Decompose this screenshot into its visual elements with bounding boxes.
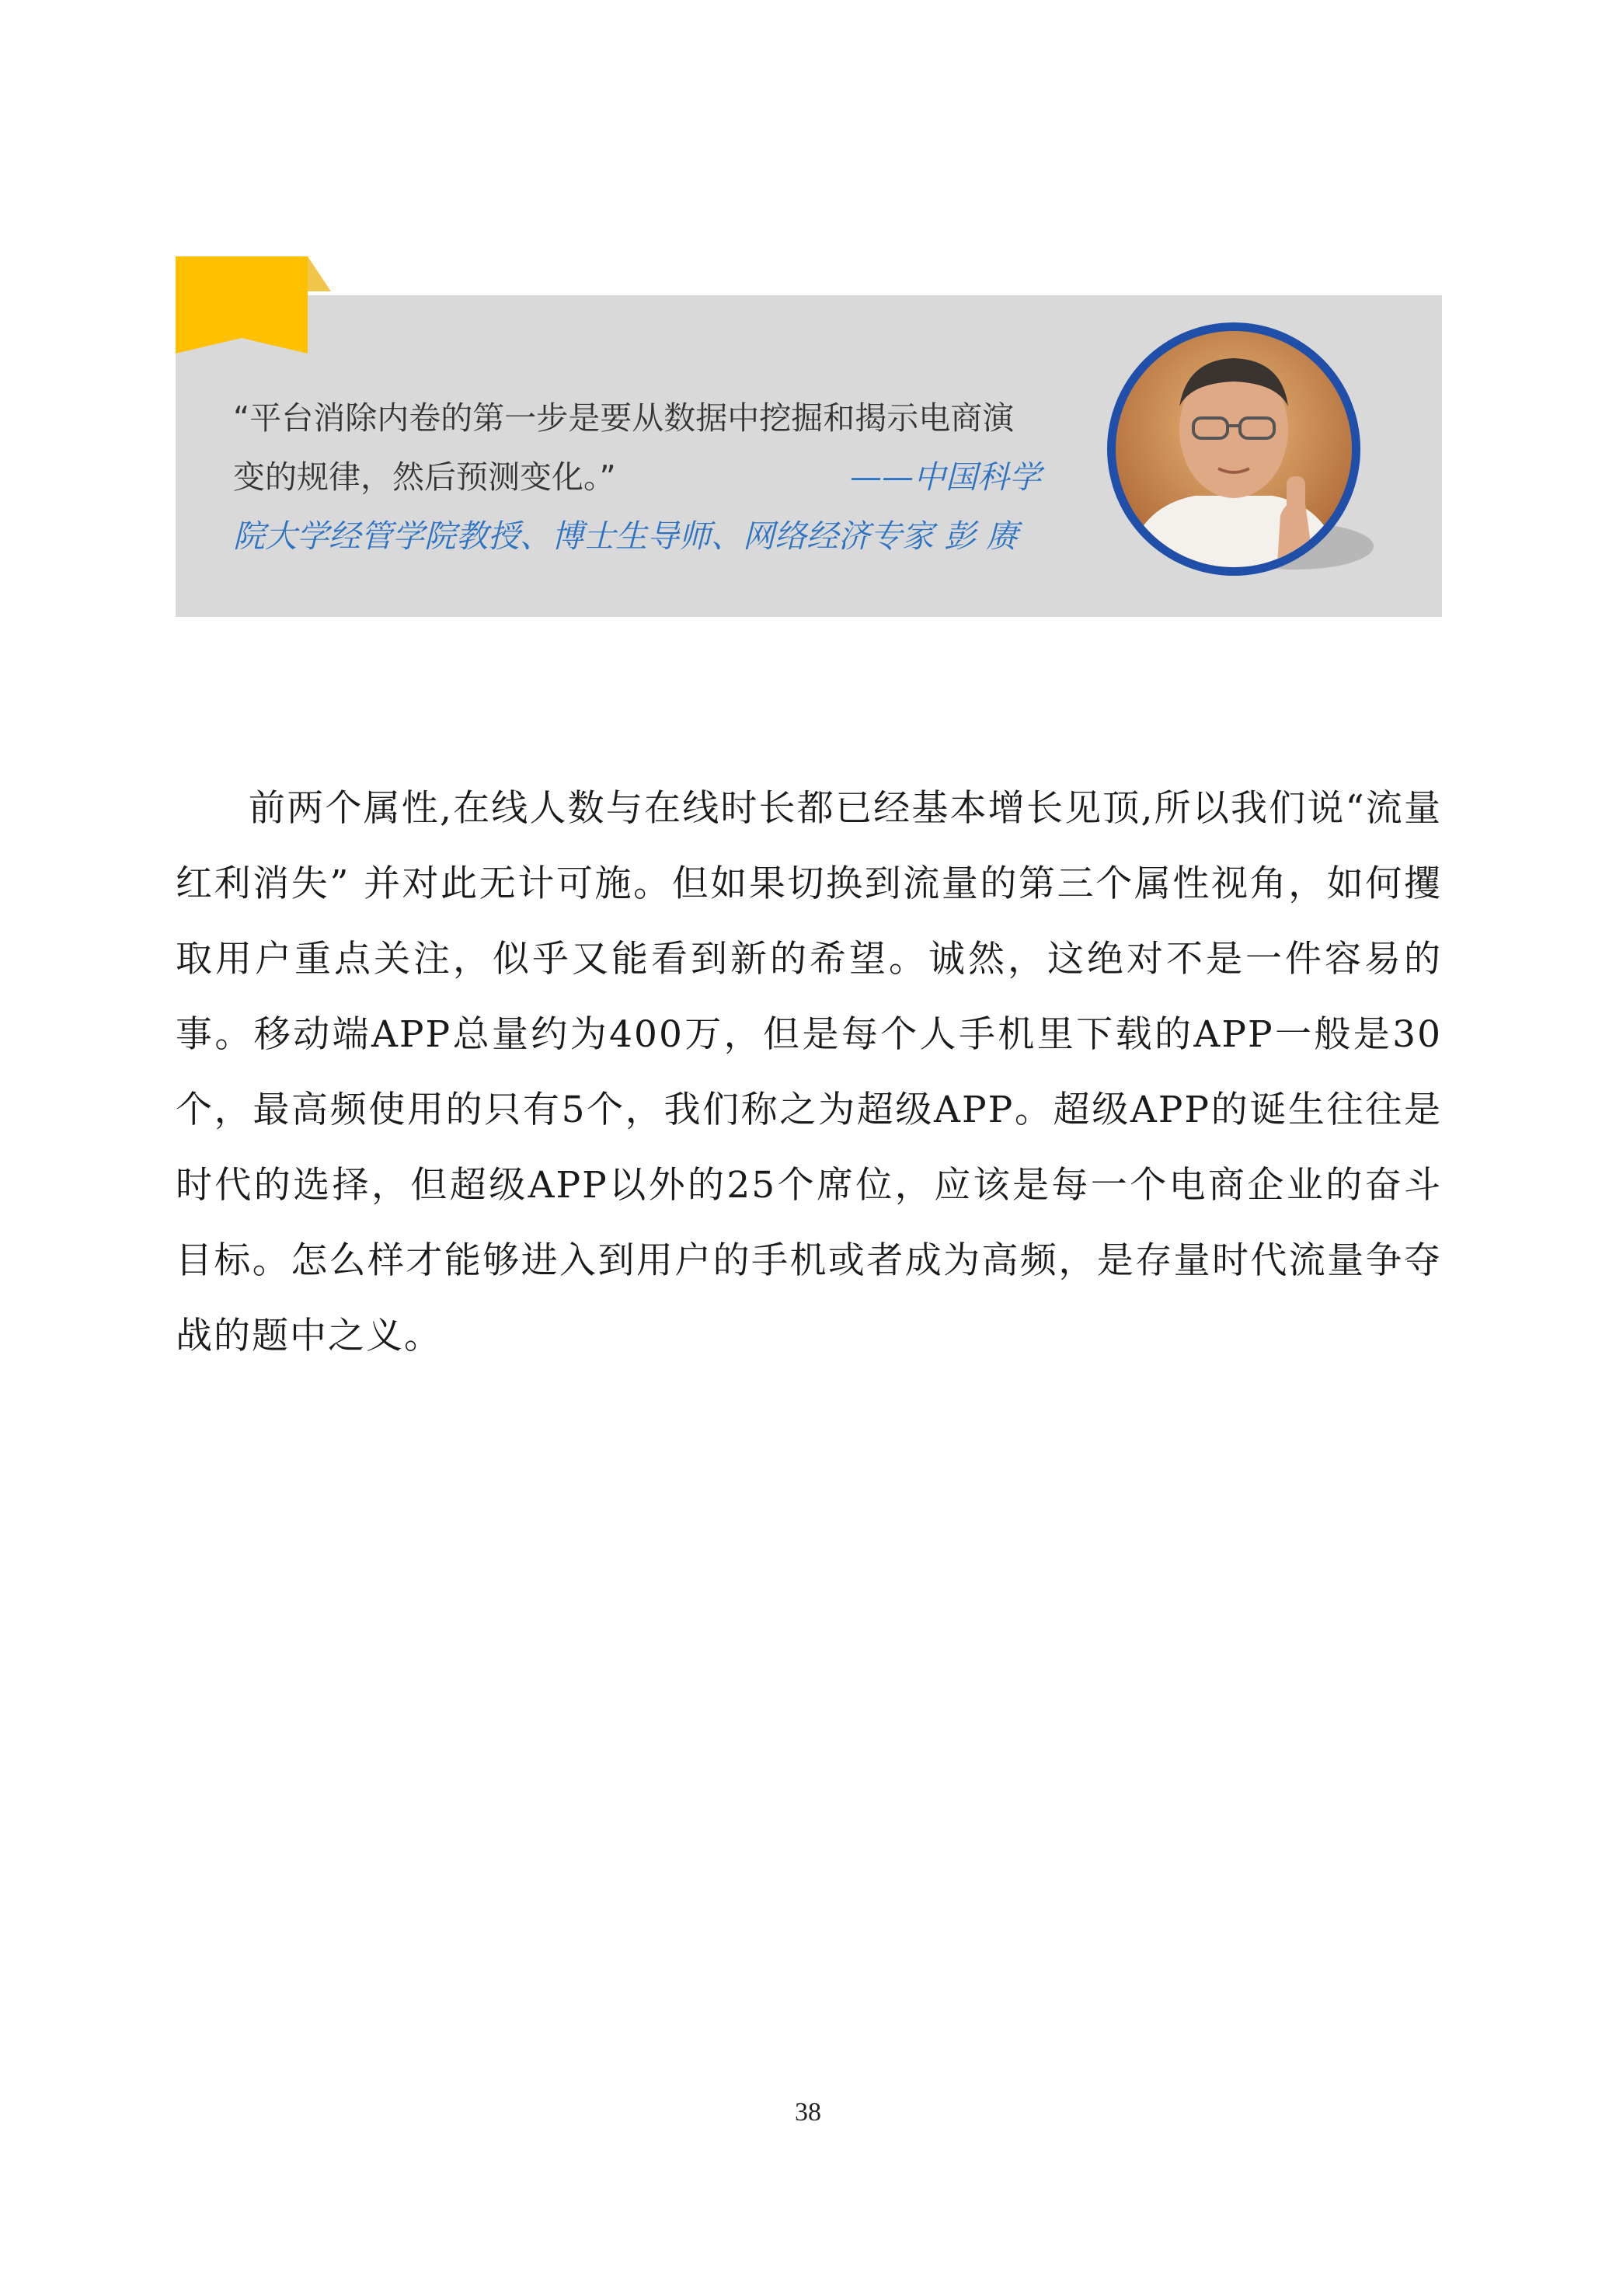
quote-attribution-part1: ——中国科学 [850,458,1041,496]
portrait-avatar [1102,321,1374,593]
body-paragraph: 前两个属性,在线人数与在线时长都已经基本增长见顶,所以我们说“流量红利消失” 并对此无计可施。但如果切换到流量的第三个属性视角，如何攫取用户重点关注，似乎又能看到新的希望。诚然，这绝对不是一件容易的事。移动端APP总量约为400万，但是每个人手机里下载的APP一般是30个，最高频使用的只有5个，我们称之为超级APP。超级APP的诞生往往是时代的选择，但超级APP以外的25个席位，应该是每一个电商企业的奋斗目标。怎么样才能够进入到用户的手机或者成为高频，是存量时代流量争夺战的题中之义。 [176,787,1442,1357]
quote-line-1: “平台消除内卷的第一步是要从数据中挖掘和揭示电商演 [233,399,1015,437]
quote-line-2 [233,448,1041,507]
quote-attribution-part2: 院大学经管学院教授、博士生导师、网络经济专家 彭 赓 [233,517,1019,555]
quote-line-2-text: 变的规律，然后预测变化。” [233,458,616,496]
quote-text [233,388,1041,566]
quote-flag-icon [176,256,331,354]
page-number: 38 [795,2098,821,2127]
